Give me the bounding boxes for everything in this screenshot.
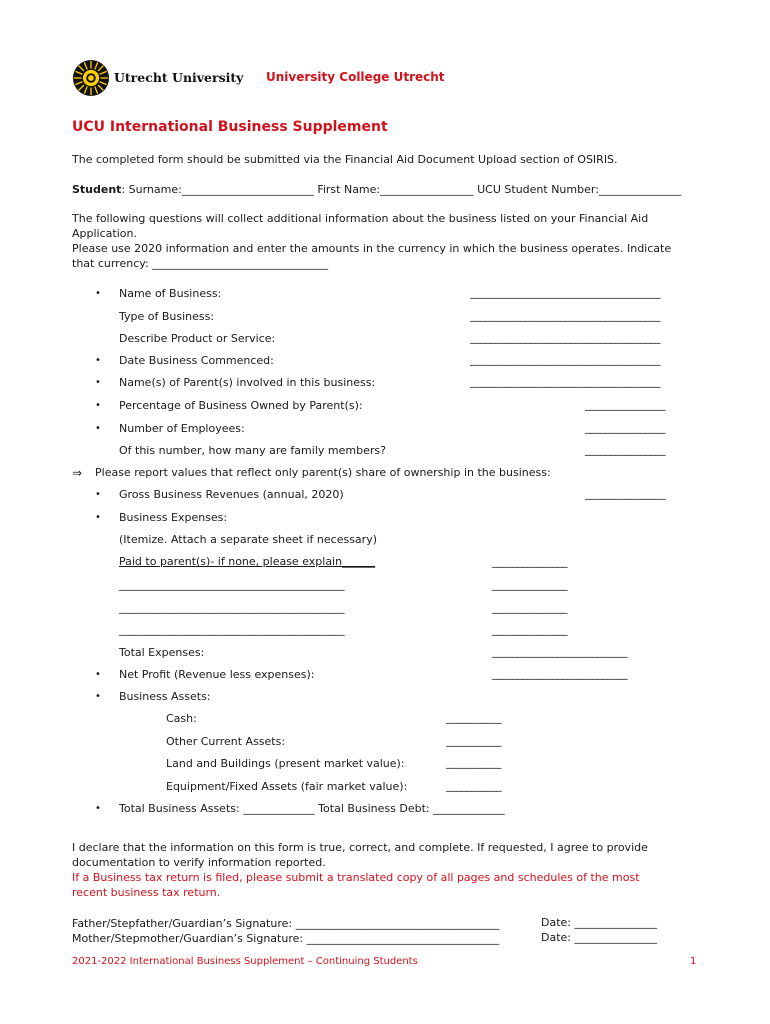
family-members-label: Of this number, how many are family members? (119, 444, 386, 457)
business-type-field[interactable]: ______________________________________ (470, 309, 660, 322)
business-assets-label: Business Assets: (119, 690, 211, 703)
bullet: • (95, 288, 101, 299)
describe-field[interactable]: ______________________________________ (470, 331, 660, 344)
page-title: UCU International Business Supplement (72, 119, 388, 135)
employees-field[interactable]: ________________ (585, 421, 665, 434)
land-buildings-label: Land and Buildings (present market value): (166, 757, 405, 770)
total-expenses-field[interactable]: ___________________________ (492, 645, 627, 658)
tax-return-note: If a Business tax return is filed, please submit a translated copy of all pages and schedules of the most recent business tax return. (72, 871, 640, 899)
expense-item-field[interactable]: _____________________________________________ (119, 578, 344, 591)
declaration-text: I declare that the information on this form is true, correct, and complete. If requested, I agree to provide documentation to verify information reported. (72, 841, 648, 869)
date-commenced-field[interactable]: ______________________________________ (470, 353, 660, 366)
expense-value-field[interactable]: _______________ (492, 601, 567, 614)
report-note: Please report values that reflect only parent(s) share of ownership in the business: (95, 466, 551, 479)
business-type-label: Type of Business: (119, 310, 215, 323)
other-current-assets-field[interactable]: ___________ (446, 734, 501, 747)
bullet: • (95, 691, 101, 702)
bullet: • (95, 512, 101, 523)
itemize-note: (Itemize. Attach a separate sheet if necessary) (119, 533, 377, 546)
date-commenced-label: Date Business Commenced: (119, 354, 274, 367)
other-current-assets-label: Other Current Assets: (166, 735, 286, 748)
business-expenses-label: Business Expenses: (119, 511, 228, 524)
date-field-1[interactable]: Date: _______________ (541, 916, 657, 929)
equipment-field[interactable]: ___________ (446, 779, 501, 792)
total-expenses-label: Total Expenses: (119, 646, 205, 659)
paid-to-parents-field[interactable]: _______________ (492, 555, 567, 568)
bullet: • (95, 489, 101, 500)
father-signature-line[interactable]: Father/Stepfather/Guardian’s Signature: _____________________________________ (72, 917, 500, 930)
arrow-icon: ⇒ (72, 466, 83, 480)
net-profit-field[interactable]: ___________________________ (492, 667, 627, 680)
net-profit-label: Net Profit (Revenue less expenses): (119, 668, 315, 681)
mother-signature-line[interactable]: Mother/Stepmother/Guardian’s Signature: ___________________________________ (72, 932, 500, 945)
bullet: • (95, 377, 101, 388)
gross-revenue-label: Gross Business Revenues (annual, 2020) (119, 488, 344, 501)
college-name: University College Utrecht (266, 70, 445, 84)
bullet: • (95, 400, 101, 411)
instructions-1: The following questions will collect additional information about the business listed on your Financial Aid Application. (72, 212, 649, 240)
page-number: 1 (690, 956, 697, 967)
cash-label: Cash: (166, 712, 197, 725)
cash-field[interactable]: ___________ (446, 711, 501, 724)
expense-value-field[interactable]: _______________ (492, 578, 567, 591)
utrecht-sun-logo-icon (72, 59, 110, 97)
logo-text: Utrecht University (114, 70, 244, 85)
student-fields: : Surname:________________________ First Name:_________________ UCU Student Number:_______________ (121, 183, 682, 196)
family-members-field[interactable]: ________________ (585, 443, 665, 456)
bullet: • (95, 669, 101, 680)
intro-text: The completed form should be submitted via the Financial Aid Document Upload section of OSIRIS. (72, 153, 618, 166)
percentage-owned-field[interactable]: ________________ (585, 398, 665, 411)
expense-value-field[interactable]: _______________ (492, 623, 567, 636)
total-assets-debt-line[interactable]: Total Business Assets: _____________ Total Business Debt: _____________ (119, 802, 505, 815)
bullet: • (95, 355, 101, 366)
footer-text: 2021-2022 International Business Supplement – Continuing Students (72, 956, 418, 967)
expense-item-field[interactable]: _____________________________________________ (119, 623, 344, 636)
bullet: • (95, 803, 101, 814)
bullet: • (95, 423, 101, 434)
paid-to-parents-label: Paid to parent(s)- if none, please explain______ (119, 555, 376, 568)
student-label: Student (72, 183, 122, 196)
business-name-field[interactable]: ______________________________________ (470, 286, 660, 299)
date-field-2[interactable]: Date: _______________ (541, 931, 657, 944)
gross-revenue-field[interactable]: ________________ (585, 487, 665, 500)
student-line (72, 182, 681, 197)
land-buildings-field[interactable]: ___________ (446, 756, 501, 769)
parents-involved-label: Name(s) of Parent(s) involved in this business: (119, 376, 376, 389)
percentage-owned-label: Percentage of Business Owned by Parent(s): (119, 399, 363, 412)
business-name-label: Name of Business: (119, 287, 222, 300)
parents-involved-field[interactable]: ______________________________________ (470, 375, 660, 388)
equipment-label: Equipment/Fixed Assets (fair market value): (166, 780, 408, 793)
instructions-2: Please use 2020 information and enter the amounts in the currency in which the business operates. Indicate that currency: ________________________________ (72, 242, 672, 270)
employees-label: Number of Employees: (119, 422, 245, 435)
expense-item-field[interactable]: _____________________________________________ (119, 601, 344, 614)
describe-label: Describe Product or Service: (119, 332, 276, 345)
